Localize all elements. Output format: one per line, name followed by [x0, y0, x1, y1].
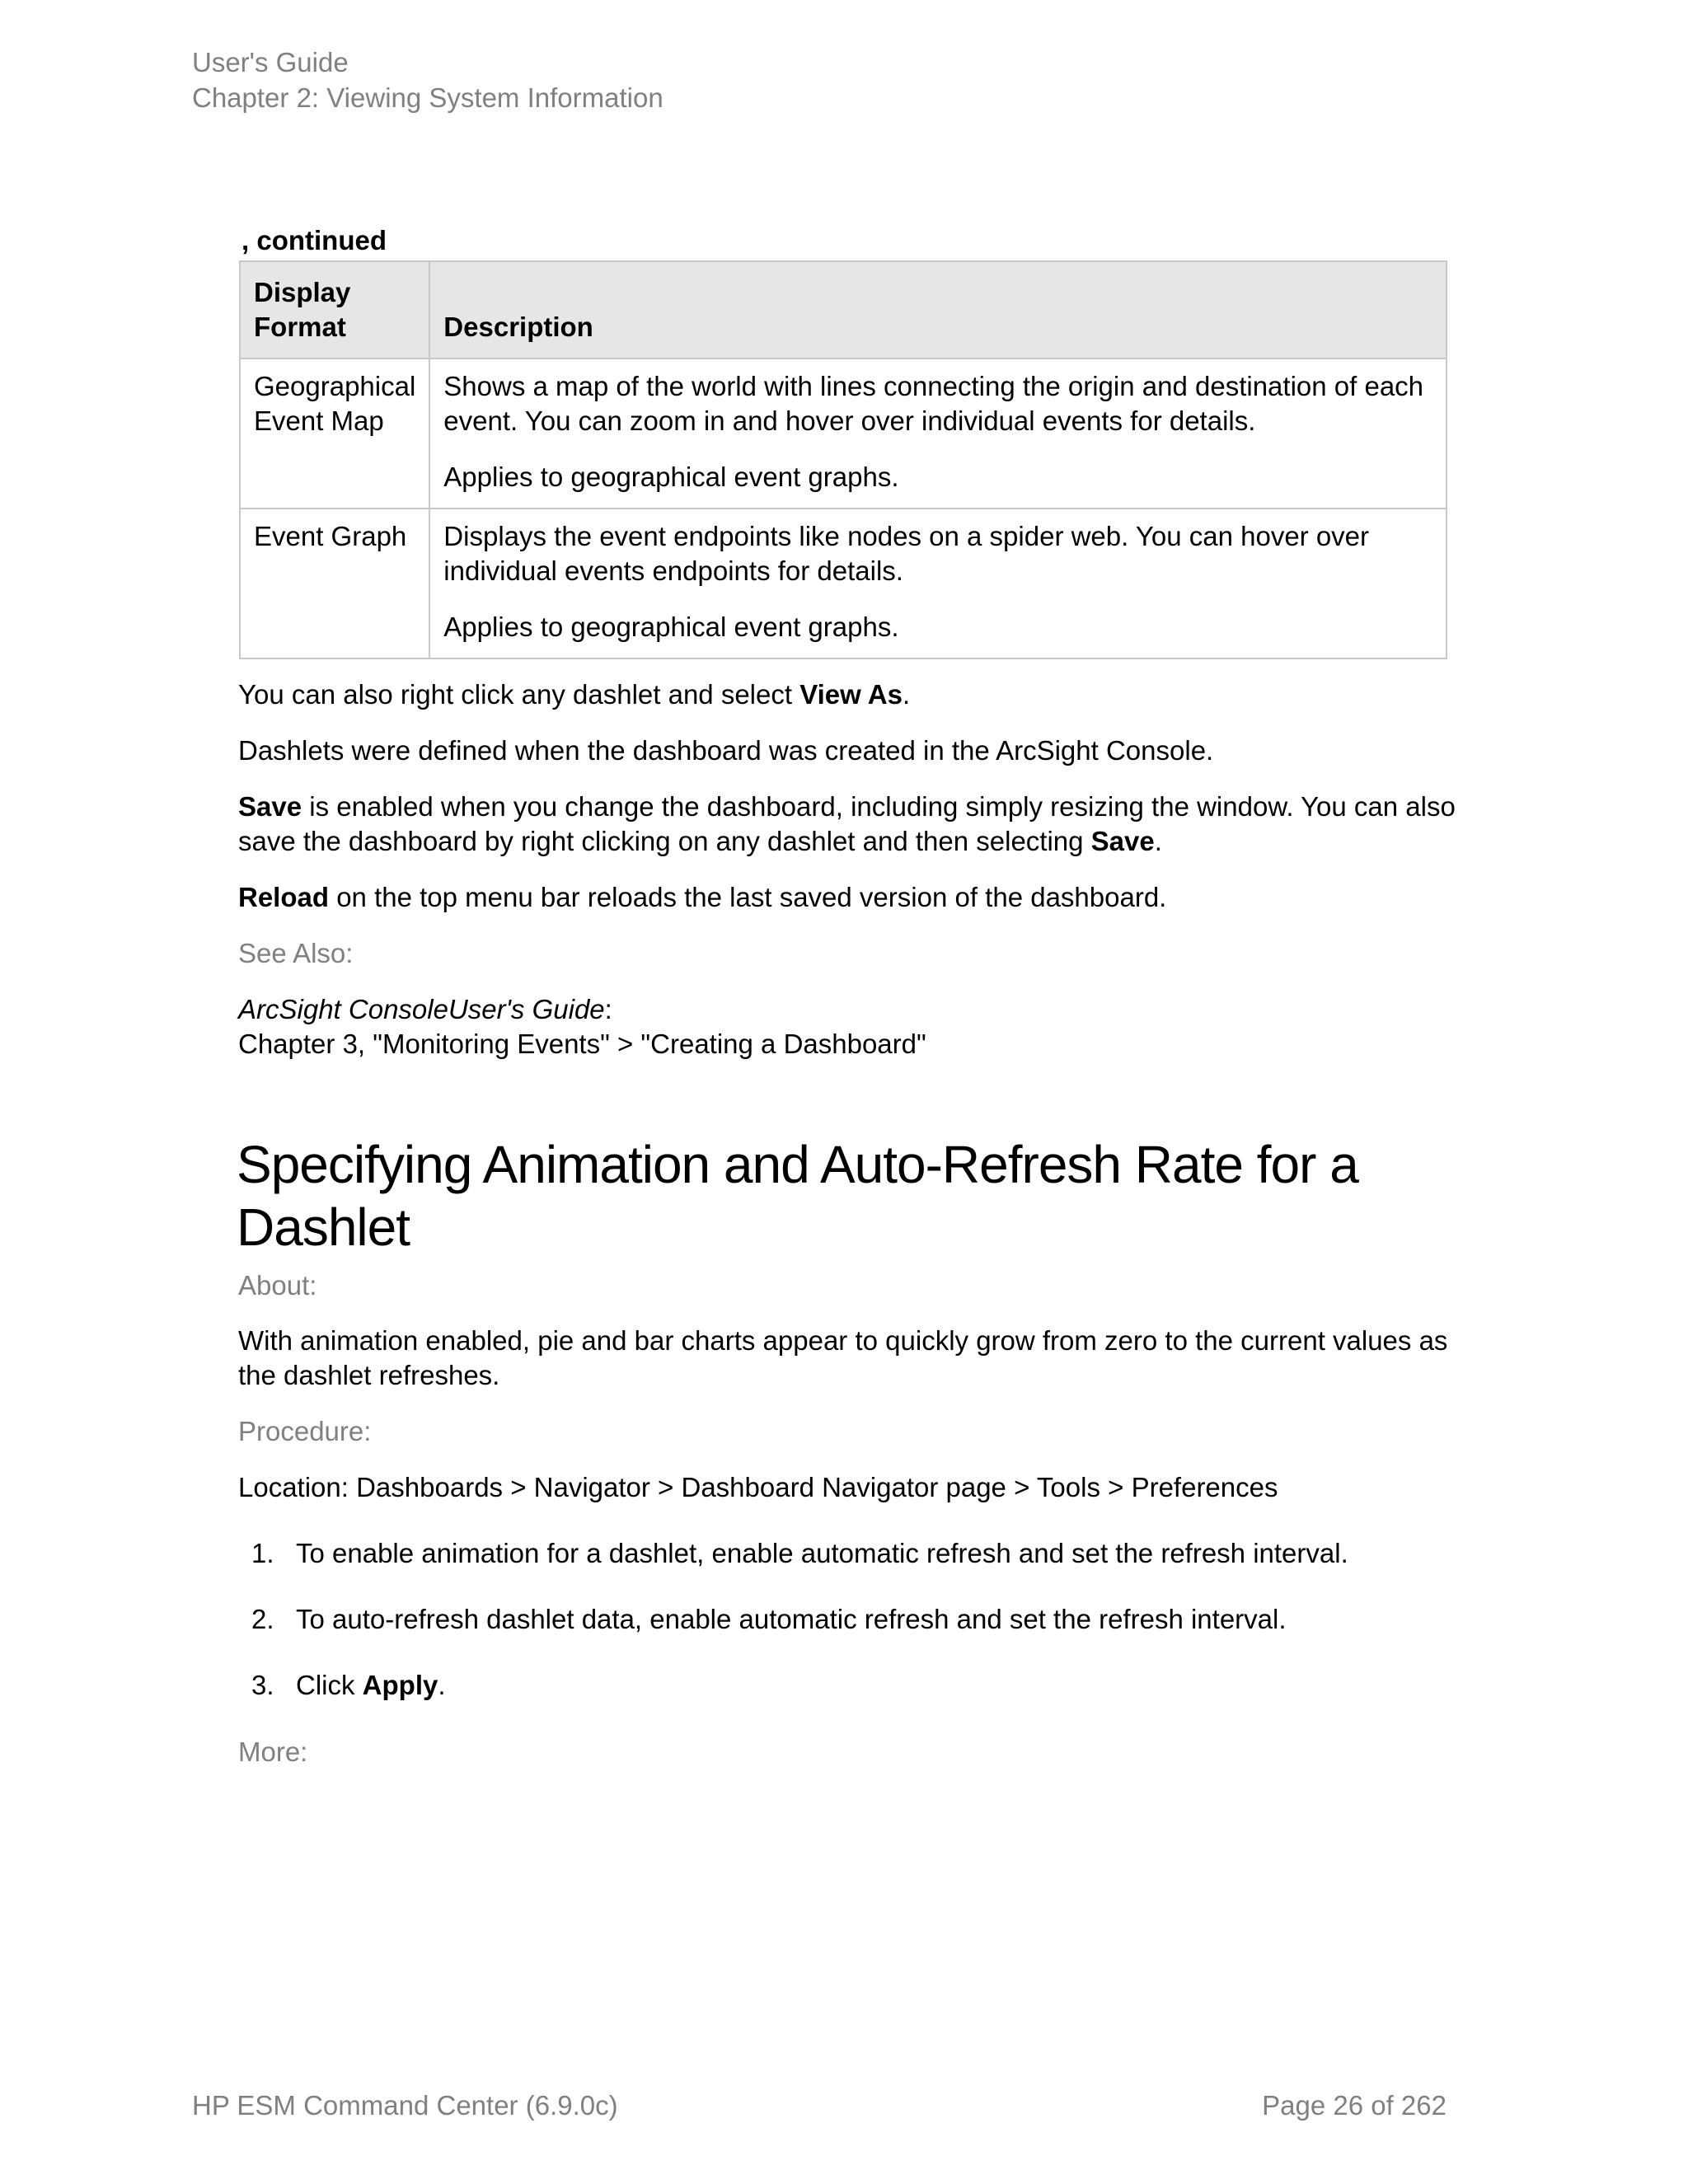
about-text: With animation enabled, pie and bar charts appear to quickly grow from zero to the current values as the dashlet refreshes.	[238, 1325, 1448, 1390]
view-as-period: .	[902, 679, 911, 710]
description-applies: Applies to geographical event graphs.	[443, 612, 899, 642]
column-header-display-format: Display Format	[240, 261, 429, 359]
save-text: is enabled when you change the dashboard, including simply resizing the window. You can also save the dashboard by right clicking on any dashlet and then selecting	[238, 791, 1456, 856]
step-period: .	[438, 1670, 446, 1700]
list-item	[238, 1668, 1458, 1734]
save-period: .	[1154, 826, 1162, 856]
see-also-colon: :	[604, 994, 612, 1024]
procedure-label: Procedure:	[238, 1416, 372, 1446]
description-text: Shows a map of the world with lines connecting the origin and destination of each event. You can zoom in and hover over individual events for details.	[443, 371, 1424, 436]
footer-product: HP ESM Command Center (6.9.0c)	[192, 2090, 618, 2121]
table-cell-format: Event Graph	[240, 509, 429, 658]
location-text: Location: Dashboards > Navigator > Dashboard Navigator page > Tools > Preferences	[238, 1472, 1278, 1502]
table-row	[240, 509, 1447, 658]
step-text: To enable animation for a dashlet, enable automatic refresh and set the refresh interval.	[296, 1538, 1348, 1568]
paragraph-reload	[238, 880, 1458, 915]
step-text: To auto-refresh dashlet data, enable automatic refresh and set the refresh interval.	[296, 1604, 1287, 1634]
see-also-guide-title: ArcSight ConsoleUser's Guide	[238, 994, 605, 1024]
save-bold-2: Save	[1090, 826, 1155, 856]
table-cell-description	[429, 509, 1447, 658]
section-heading: Specifying Animation and Auto-Refresh Rate for a Dashlet	[237, 1135, 1358, 1257]
table-caption: , continued	[241, 225, 387, 255]
step-number: 3.	[251, 1670, 274, 1700]
table-cell-description	[429, 359, 1447, 509]
step-number: 1.	[251, 1538, 274, 1568]
save-bold: Save	[238, 791, 302, 822]
step-text: Click	[296, 1670, 363, 1700]
reload-text: on the top menu bar reloads the last saved version of the dashboard.	[329, 882, 1167, 912]
column-header-description: Description	[429, 261, 1447, 359]
see-also-chapter-link: Chapter 3, "Monitoring Events" > "Creating a Dashboard"	[238, 1029, 926, 1059]
apply-bold: Apply	[362, 1670, 438, 1700]
list-item	[238, 1536, 1458, 1602]
running-header	[192, 45, 663, 115]
about-paragraph	[238, 1324, 1458, 1393]
header-guide-title: User's Guide	[192, 47, 349, 77]
procedure-steps	[238, 1536, 1458, 1734]
see-also-label: See Also:	[238, 938, 354, 968]
description-applies: Applies to geographical event graphs.	[443, 462, 899, 492]
table-cell-format: Geographical Event Map	[240, 359, 429, 509]
list-item	[238, 1602, 1458, 1668]
step-number: 2.	[251, 1604, 274, 1634]
dashlets-text: Dashlets were defined when the dashboard was created in the ArcSight Console.	[238, 735, 1214, 766]
see-also-reference	[238, 992, 1458, 1062]
reload-bold: Reload	[238, 882, 330, 912]
table-row	[240, 359, 1447, 509]
more-label: More:	[238, 1736, 308, 1767]
about-label: About:	[238, 1270, 317, 1301]
display-format-table	[239, 260, 1447, 659]
header-chapter-title: Chapter 2: Viewing System Information	[192, 82, 663, 113]
view-as-text: You can also right click any dashlet and select	[238, 679, 800, 710]
view-as-bold: View As	[799, 679, 903, 710]
description-text: Displays the event endpoints like nodes on a spider web. You can hover over individual events endpoints for details.	[443, 521, 1370, 586]
table-header-row	[240, 261, 1447, 359]
paragraph-save	[238, 790, 1458, 859]
paragraph-dashlets	[238, 733, 1458, 768]
location-paragraph	[238, 1470, 1458, 1505]
footer-page-number: Page 26 of 262	[1262, 2090, 1447, 2121]
paragraph-view-as	[238, 677, 1458, 712]
